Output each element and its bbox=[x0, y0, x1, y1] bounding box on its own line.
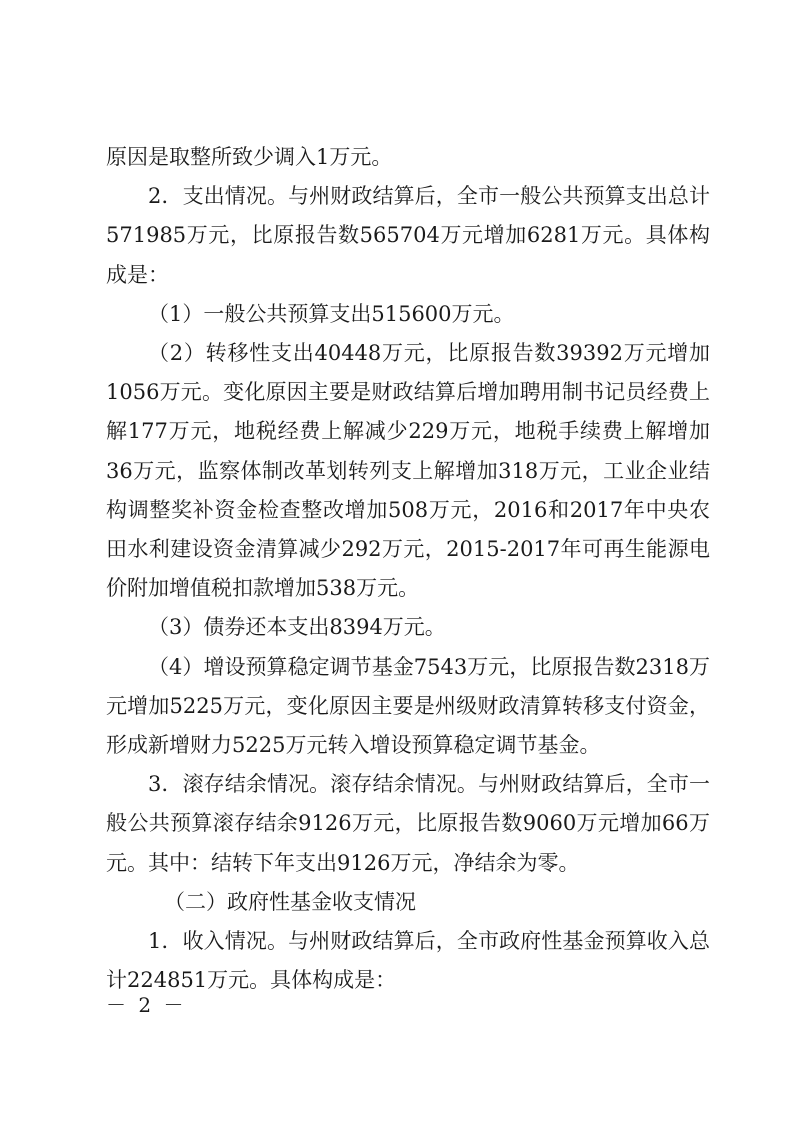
paragraph-7: 3．滚存结余情况。滚存结余情况。与州财政结算后，全市一般公共预算滚存结余9126万元，比原报告数9060万元增加66万元。其中：结转下年支出9126万元，净结余为零。 bbox=[106, 772, 710, 875]
paragraph-5: （3）债券还本支出8394万元。 bbox=[148, 615, 446, 640]
section-heading: （二）政府性基金收支情况 bbox=[164, 889, 416, 914]
paragraph-1: 原因是取整所致少调入1万元。 bbox=[106, 145, 393, 169]
document-body bbox=[106, 138, 710, 1000]
paragraph-9: 1．收入情况。与州财政结算后，全市政府性基金预算收入总计224851万元。具体构成是： bbox=[106, 929, 710, 993]
paragraph-3: （1）一般公共预算支出515600万元。 bbox=[148, 301, 515, 326]
paragraph-6: （4）增设预算稳定调节基金7543万元，比原报告数2318万元增加5225万元，变化原因主要是州级财政清算转移支付资金，形成新增财力5225万元转入增设预算稳定调节基金。 bbox=[106, 654, 710, 758]
page-number: － 2 － bbox=[106, 993, 187, 1017]
paragraph-4: （2）转移性支出40448万元，比原报告数39392万元增加1056万元。变化原因主要是财政结算后增加聘用制书记员经费上解177万元，地税经费上解减少229万元，地税手续费上解增加36万元，监察体制改革划转列支上解增加318万元，工业企业结构调整奖补资金检查整改增加508万元，2016和2017年中央农田水利建设资金清算减少292万元，2015-2017年可再生能源电价附加增值税扣款增加538万元。 bbox=[106, 341, 710, 601]
paragraph-2: 2．支出情况。与州财政结算后，全市一般公共预算支出总计571985万元，比原报告数565704万元增加6281万元。具体构成是： bbox=[106, 184, 710, 287]
